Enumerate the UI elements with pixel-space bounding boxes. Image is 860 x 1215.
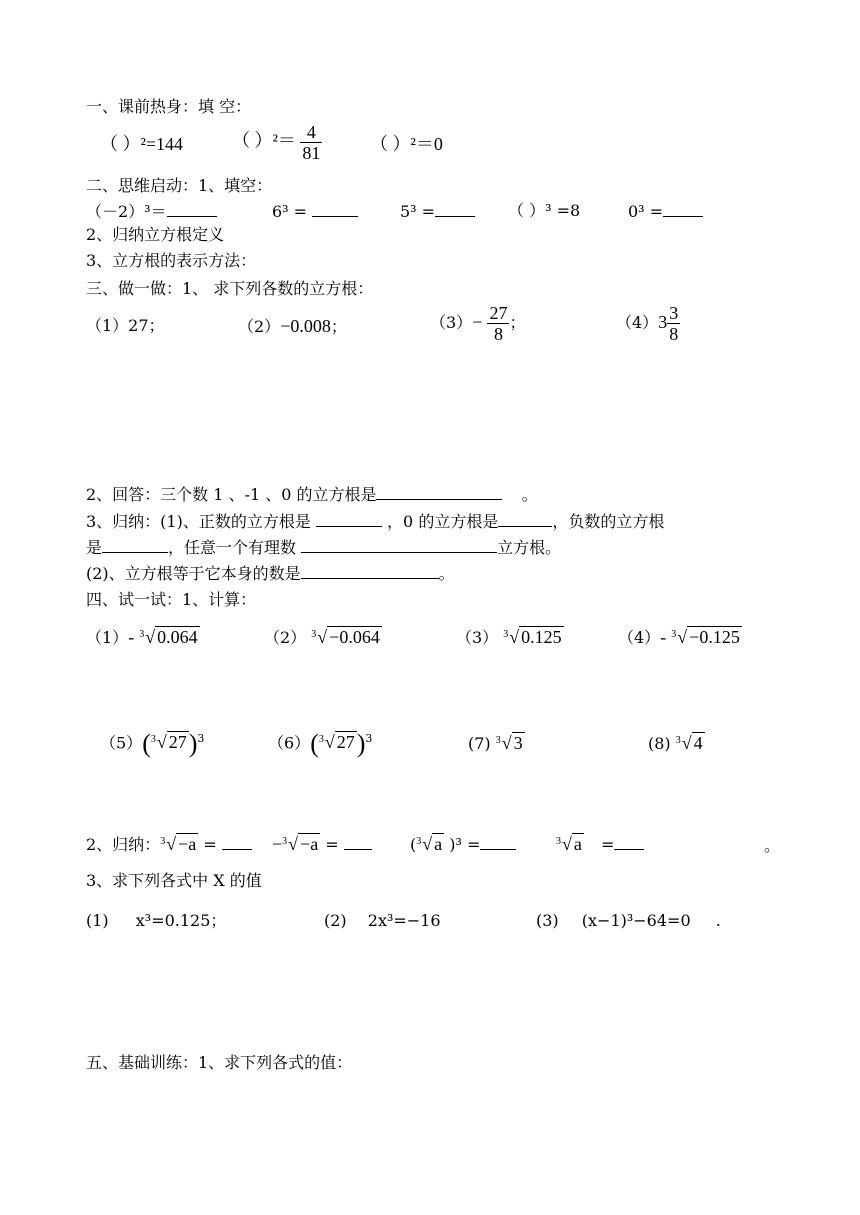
s4-q2-d-index: 3 — [556, 836, 561, 847]
s4-c7-index: 3 — [495, 735, 501, 746]
s4-c4-cube-root: 3 √ −0.125 — [671, 626, 742, 648]
s4-c7-label: (7) — [468, 734, 491, 753]
s3-p4-numerator: 3 — [669, 303, 679, 323]
s3-q3-line3 — [86, 562, 455, 585]
s3-q2-blank[interactable] — [376, 483, 502, 500]
s3-p4-denominator: 8 — [669, 324, 679, 344]
s4-q2-c-radicand: a — [434, 834, 443, 854]
s4-c6-index: 3 — [318, 734, 324, 746]
s4-q2-blank-a[interactable] — [222, 833, 252, 850]
s4-q2-b-index: 3 — [282, 836, 288, 847]
s1-q2-denominator: 81 — [302, 143, 321, 163]
s4-c1-sign: - — [128, 627, 135, 647]
section-4-title: 四、试一试：1、计算： — [86, 590, 257, 609]
s4-q2-a-eq: = — [203, 835, 217, 854]
s4-q3-e1 — [86, 910, 226, 932]
s4-c8 — [648, 732, 705, 755]
s4-c2-index: 3 — [311, 629, 317, 640]
s3-q2-text: 2、回答：三个数 1 、-1 、0 的立方根是 — [86, 485, 377, 504]
s4-q2-d-eq: = — [600, 835, 615, 854]
s3-p3 — [430, 303, 525, 344]
s4-q2-b-eq: = — [325, 835, 339, 854]
s4-q2-c — [410, 833, 516, 856]
s2-blank-b[interactable] — [312, 200, 358, 217]
s3-p3-fraction — [487, 303, 509, 344]
s4-q2-a-root: 3 √ −a — [160, 833, 198, 855]
s4-c7-cube-root: 3 √ 3 — [496, 732, 525, 754]
s4-c1 — [86, 626, 200, 649]
s3-q3-line2 — [86, 536, 561, 559]
s4-c2-radicand: −0.064 — [329, 627, 380, 647]
s3-p3-label: （3） — [430, 313, 473, 332]
s4-c3-index: 3 — [503, 629, 509, 640]
s3-q2-end: 。 — [521, 485, 538, 504]
s4-c6-radicand: 27 — [336, 732, 355, 753]
s3-q3-blank-rational[interactable] — [301, 536, 497, 553]
s2-item-b-wrap — [272, 200, 358, 223]
s2-item-c-wrap — [400, 200, 475, 223]
s3-p4-fraction — [667, 303, 680, 344]
s4-c1-label: （1） — [86, 628, 129, 647]
s4-c7-radicand: 3 — [513, 733, 523, 753]
s3-q3-blank-zero[interactable] — [498, 510, 552, 527]
s2-item-b: 6³ = — [272, 202, 308, 221]
s4-c6-power: 3 — [365, 732, 373, 745]
s4-q2-a-radicand: −a — [178, 834, 197, 854]
s3-q3-a: 3、归纳：(1)、正数的立方根是 — [86, 512, 311, 531]
s3-q3-g: (2)、立方根等于它本身的数是 — [86, 564, 301, 583]
s4-c8-label: (8) — [648, 734, 671, 753]
s4-c3-cube-root: 3 √ 0.125 — [503, 626, 563, 648]
s4-q2-d — [556, 833, 644, 856]
section-1-title: 一、课前热身：填 空： — [86, 97, 252, 116]
s3-q3-line1 — [86, 510, 664, 533]
s4-q3-e3 — [536, 910, 721, 932]
s4-q2-c-open: ( — [410, 835, 417, 854]
s4-q2-blank-c[interactable] — [480, 833, 516, 850]
s2-blank-c[interactable] — [435, 200, 475, 217]
s4-q2-b-radicand: −a — [300, 834, 319, 854]
s4-q2-c-root: 3 √ a — [416, 833, 444, 855]
s3-p3-sign: − — [472, 312, 483, 332]
s2-item-c: 5³ = — [400, 202, 436, 221]
section-2-title: 二、思维启动：1、填空： — [86, 176, 273, 195]
s4-c8-index: 3 — [675, 735, 681, 746]
s3-p2-value: −0.008 — [280, 316, 331, 336]
s3-q3-e: ，任意一个有理数 — [168, 538, 297, 557]
s4-q3-e2-eq: 2x³=−16 — [367, 911, 441, 930]
s2-blank-e[interactable] — [663, 200, 703, 217]
s4-c5-label: （5） — [100, 733, 143, 753]
s1-q2-numerator: 4 — [300, 122, 322, 143]
s4-q2-b — [272, 833, 372, 856]
s4-c4 — [618, 626, 742, 649]
s1-q2-paren: （ ） — [232, 130, 273, 151]
s4-q3-e2-label: (2) — [324, 911, 347, 930]
s2-blank-a[interactable] — [167, 200, 217, 217]
s3-q3-blank-negative[interactable] — [102, 536, 168, 553]
s4-c5-radicand: 27 — [168, 732, 187, 753]
s1-q2 — [232, 122, 322, 163]
s3-q3-blank-positive[interactable] — [316, 510, 382, 527]
s4-c4-sign: - — [660, 627, 667, 647]
s3-p2-label: （2） — [238, 317, 281, 336]
s2-item-a: （－2）³＝ — [86, 202, 167, 221]
s4-q2-label: 2、归纳： — [86, 835, 161, 854]
s4-c8-cube-root: 3 √ 4 — [676, 732, 705, 754]
s2-fill-line — [86, 200, 217, 223]
s3-q3-b: ，0 的立方根是 — [387, 512, 499, 531]
s4-c6: （6）( 3 √ 27)$^3$ — [268, 728, 373, 758]
s2-line-3: 3、立方根的表示方法： — [86, 251, 257, 270]
s4-q2-b-sign: − — [272, 834, 283, 854]
s4-c5: （5）( 3 √ 27)$^3$ — [100, 728, 205, 758]
s3-p3-end: ； — [509, 313, 526, 332]
s4-q3-e3-label: (3) — [536, 911, 559, 930]
s4-c2-label: （2） — [264, 628, 307, 647]
s3-p1: （1）27； — [86, 316, 165, 335]
s4-q2-blank-b[interactable] — [344, 833, 372, 850]
s1-q1-rest: ²=144 — [140, 134, 184, 154]
s4-q3-e2 — [324, 910, 441, 932]
s3-p3-numerator: 27 — [489, 303, 508, 323]
s2-line-2: 2、归纳立方根定义 — [86, 225, 225, 244]
s3-p4-whole: 3 — [658, 312, 668, 332]
s4-c3-radicand: 0.125 — [521, 627, 562, 647]
s1-q2-eq: ²＝ — [272, 130, 296, 151]
s4-c1-cube-root: 3 √ 0.064 — [139, 626, 199, 648]
s4-c6-cube-root: 3 √ 27 — [319, 731, 357, 753]
s4-c7 — [468, 732, 525, 755]
s4-q2-b-root: 3 √ −a — [282, 833, 320, 855]
s4-c4-radicand: −0.125 — [689, 627, 740, 647]
s3-q3-c: ，负数的立方根 — [552, 512, 665, 531]
s4-q2-blank-d[interactable] — [614, 833, 644, 850]
s3-q3-h: 。 — [438, 564, 455, 583]
s4-c5-index: 3 — [150, 734, 156, 746]
s2-item-d: （ ）³ =8 — [508, 201, 581, 220]
s4-q2-end: 。 — [764, 836, 781, 855]
s4-q2-c-close: )³ = — [449, 835, 481, 854]
s3-p2 — [238, 315, 347, 338]
s4-q3-e1-label: (1) — [86, 911, 109, 930]
section-5-title: 五、基础训练：1、求下列各式的值： — [86, 1053, 353, 1072]
s4-c6-label: （6） — [268, 733, 311, 753]
s1-q3: （ ）²＝0 — [370, 134, 443, 154]
s4-c5-cube-root: 3 √ 27 — [151, 731, 189, 753]
s4-q2-c-index: 3 — [416, 836, 422, 847]
s4-c3-label: （3） — [456, 628, 499, 647]
s4-c2 — [264, 626, 382, 649]
s4-q2 — [86, 833, 252, 856]
s4-q3-e3-eq: (x−1)³−64=0 — [581, 911, 691, 930]
s4-q2-d-radicand: a — [573, 834, 582, 854]
s4-c5-power: 3 — [197, 732, 205, 745]
s1-q2-fraction — [300, 122, 322, 163]
s4-c1-radicand: 0.064 — [157, 627, 198, 647]
s4-q3-e1-eq: x³=0.125； — [135, 911, 227, 930]
section-3-title: 三、做一做：1、 求下列各数的立方根： — [86, 279, 374, 298]
s4-q2-d-root: 3 √ a — [556, 833, 584, 855]
s3-p2-end: ； — [330, 317, 347, 336]
s4-c8-radicand: 4 — [693, 733, 703, 753]
s1-q1-paren: （ ） — [100, 134, 141, 154]
s4-c3 — [456, 626, 564, 649]
s4-q2-a-index: 3 — [160, 836, 166, 847]
s3-q3-blank-self[interactable] — [301, 562, 439, 579]
s4-c1-index: 3 — [139, 629, 145, 640]
s2-item-e-wrap — [628, 200, 703, 223]
s3-p4 — [616, 303, 680, 344]
s4-c2-cube-root: 3 √ −0.064 — [311, 626, 382, 648]
s3-q2 — [86, 483, 538, 506]
s3-q3-f: 立方根。 — [497, 538, 562, 557]
s3-q3-d: 是 — [86, 538, 103, 557]
s4-q3-title: 3、求下列各式中 X 的值 — [86, 871, 262, 890]
s4-c4-index: 3 — [671, 629, 677, 640]
s2-item-e: 0³ = — [628, 202, 664, 221]
s1-q1 — [100, 133, 183, 155]
s4-c4-label: （4） — [618, 628, 661, 647]
s3-p3-denominator: 8 — [493, 324, 503, 344]
s4-q3-e3-end: . — [715, 911, 721, 930]
s3-p4-label: （4） — [616, 313, 659, 332]
